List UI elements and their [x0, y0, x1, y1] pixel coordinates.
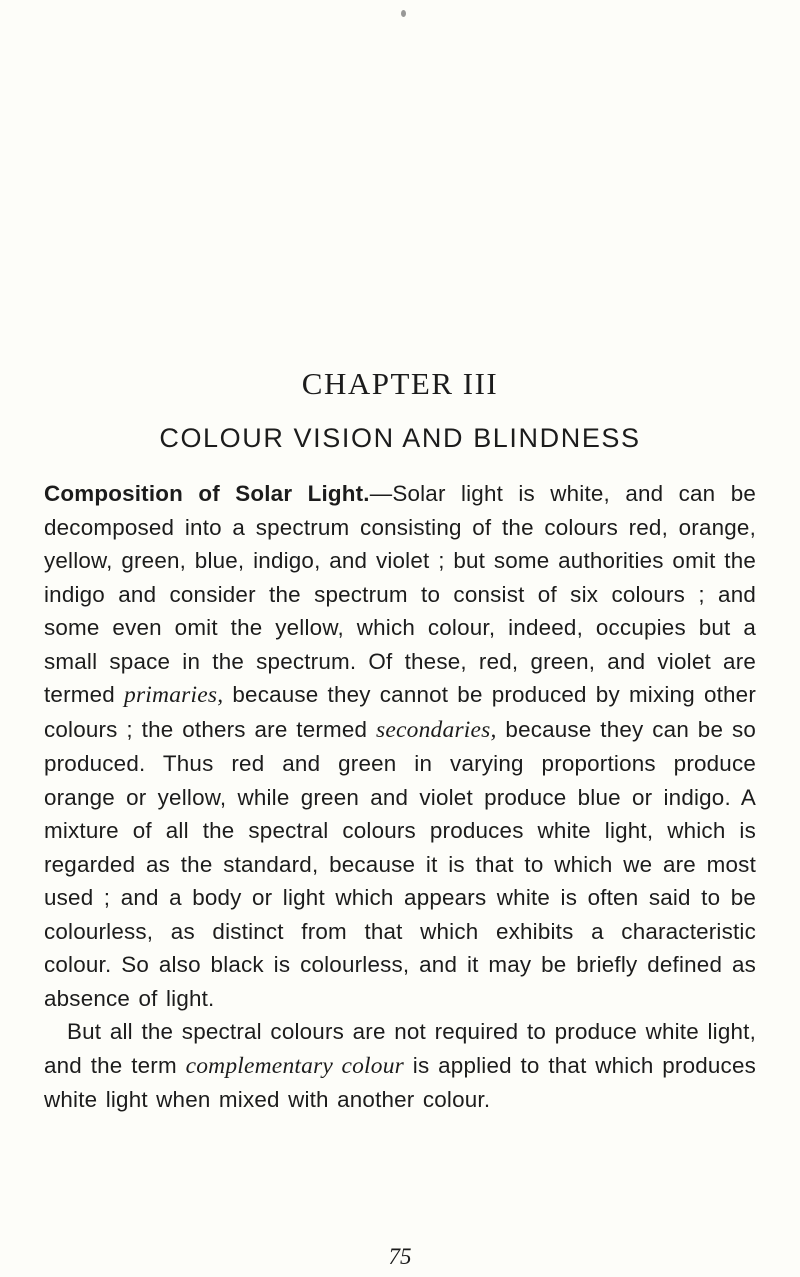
emphasis-term: complementary colour	[185, 1052, 405, 1079]
paragraph-text: But all the spectral colours are not required to produce white light, and the term	[44, 1019, 756, 1078]
paragraph-text: because they can be so produced. Thus red and green in varying proportions produce orange or yellow, while green and violet produce blue or indigo. A mixture of all the spectral colours produces white light, which is regarded as the standard, because it is that to which we are most used ; and a body or light which appears white is often said to be colourless, as distinct from that which exhibits a characteristic colour. So also black is colourless, and it may be briefly defined as absence of light.	[44, 716, 756, 1011]
paragraph-text: is applied to that which produces white light when mixed with another colour.	[44, 1052, 756, 1112]
paragraph-text: —Solar light is white, and can be decomposed into a spectrum consisting of the colours red, orange, yellow, green, blue, indigo, and violet ; but some authorities omit the indigo and consider the spectrum to consist of six colours ; and some even omit the yellow, which colour, indeed, occupies but a small space in the spectrum. Of these, red, green, and violet are termed	[44, 481, 756, 707]
paragraph-lead: Composition of Solar Light.	[44, 481, 370, 506]
paragraph-text: because they cannot be produced by mixing other colours ; the others are termed	[44, 682, 756, 742]
paragraph-composition	[44, 477, 756, 1015]
ink-speck	[401, 10, 406, 17]
chapter-title: COLOUR VISION AND BLINDNESS	[159, 423, 641, 453]
chapter-label: CHAPTER III	[301, 366, 499, 401]
emphasis-term: secondaries,	[376, 716, 497, 743]
body-text	[44, 477, 756, 1117]
paragraph-complementary	[44, 1015, 756, 1117]
emphasis-term: primaries,	[124, 682, 224, 708]
page-number: 75	[388, 1244, 412, 1269]
